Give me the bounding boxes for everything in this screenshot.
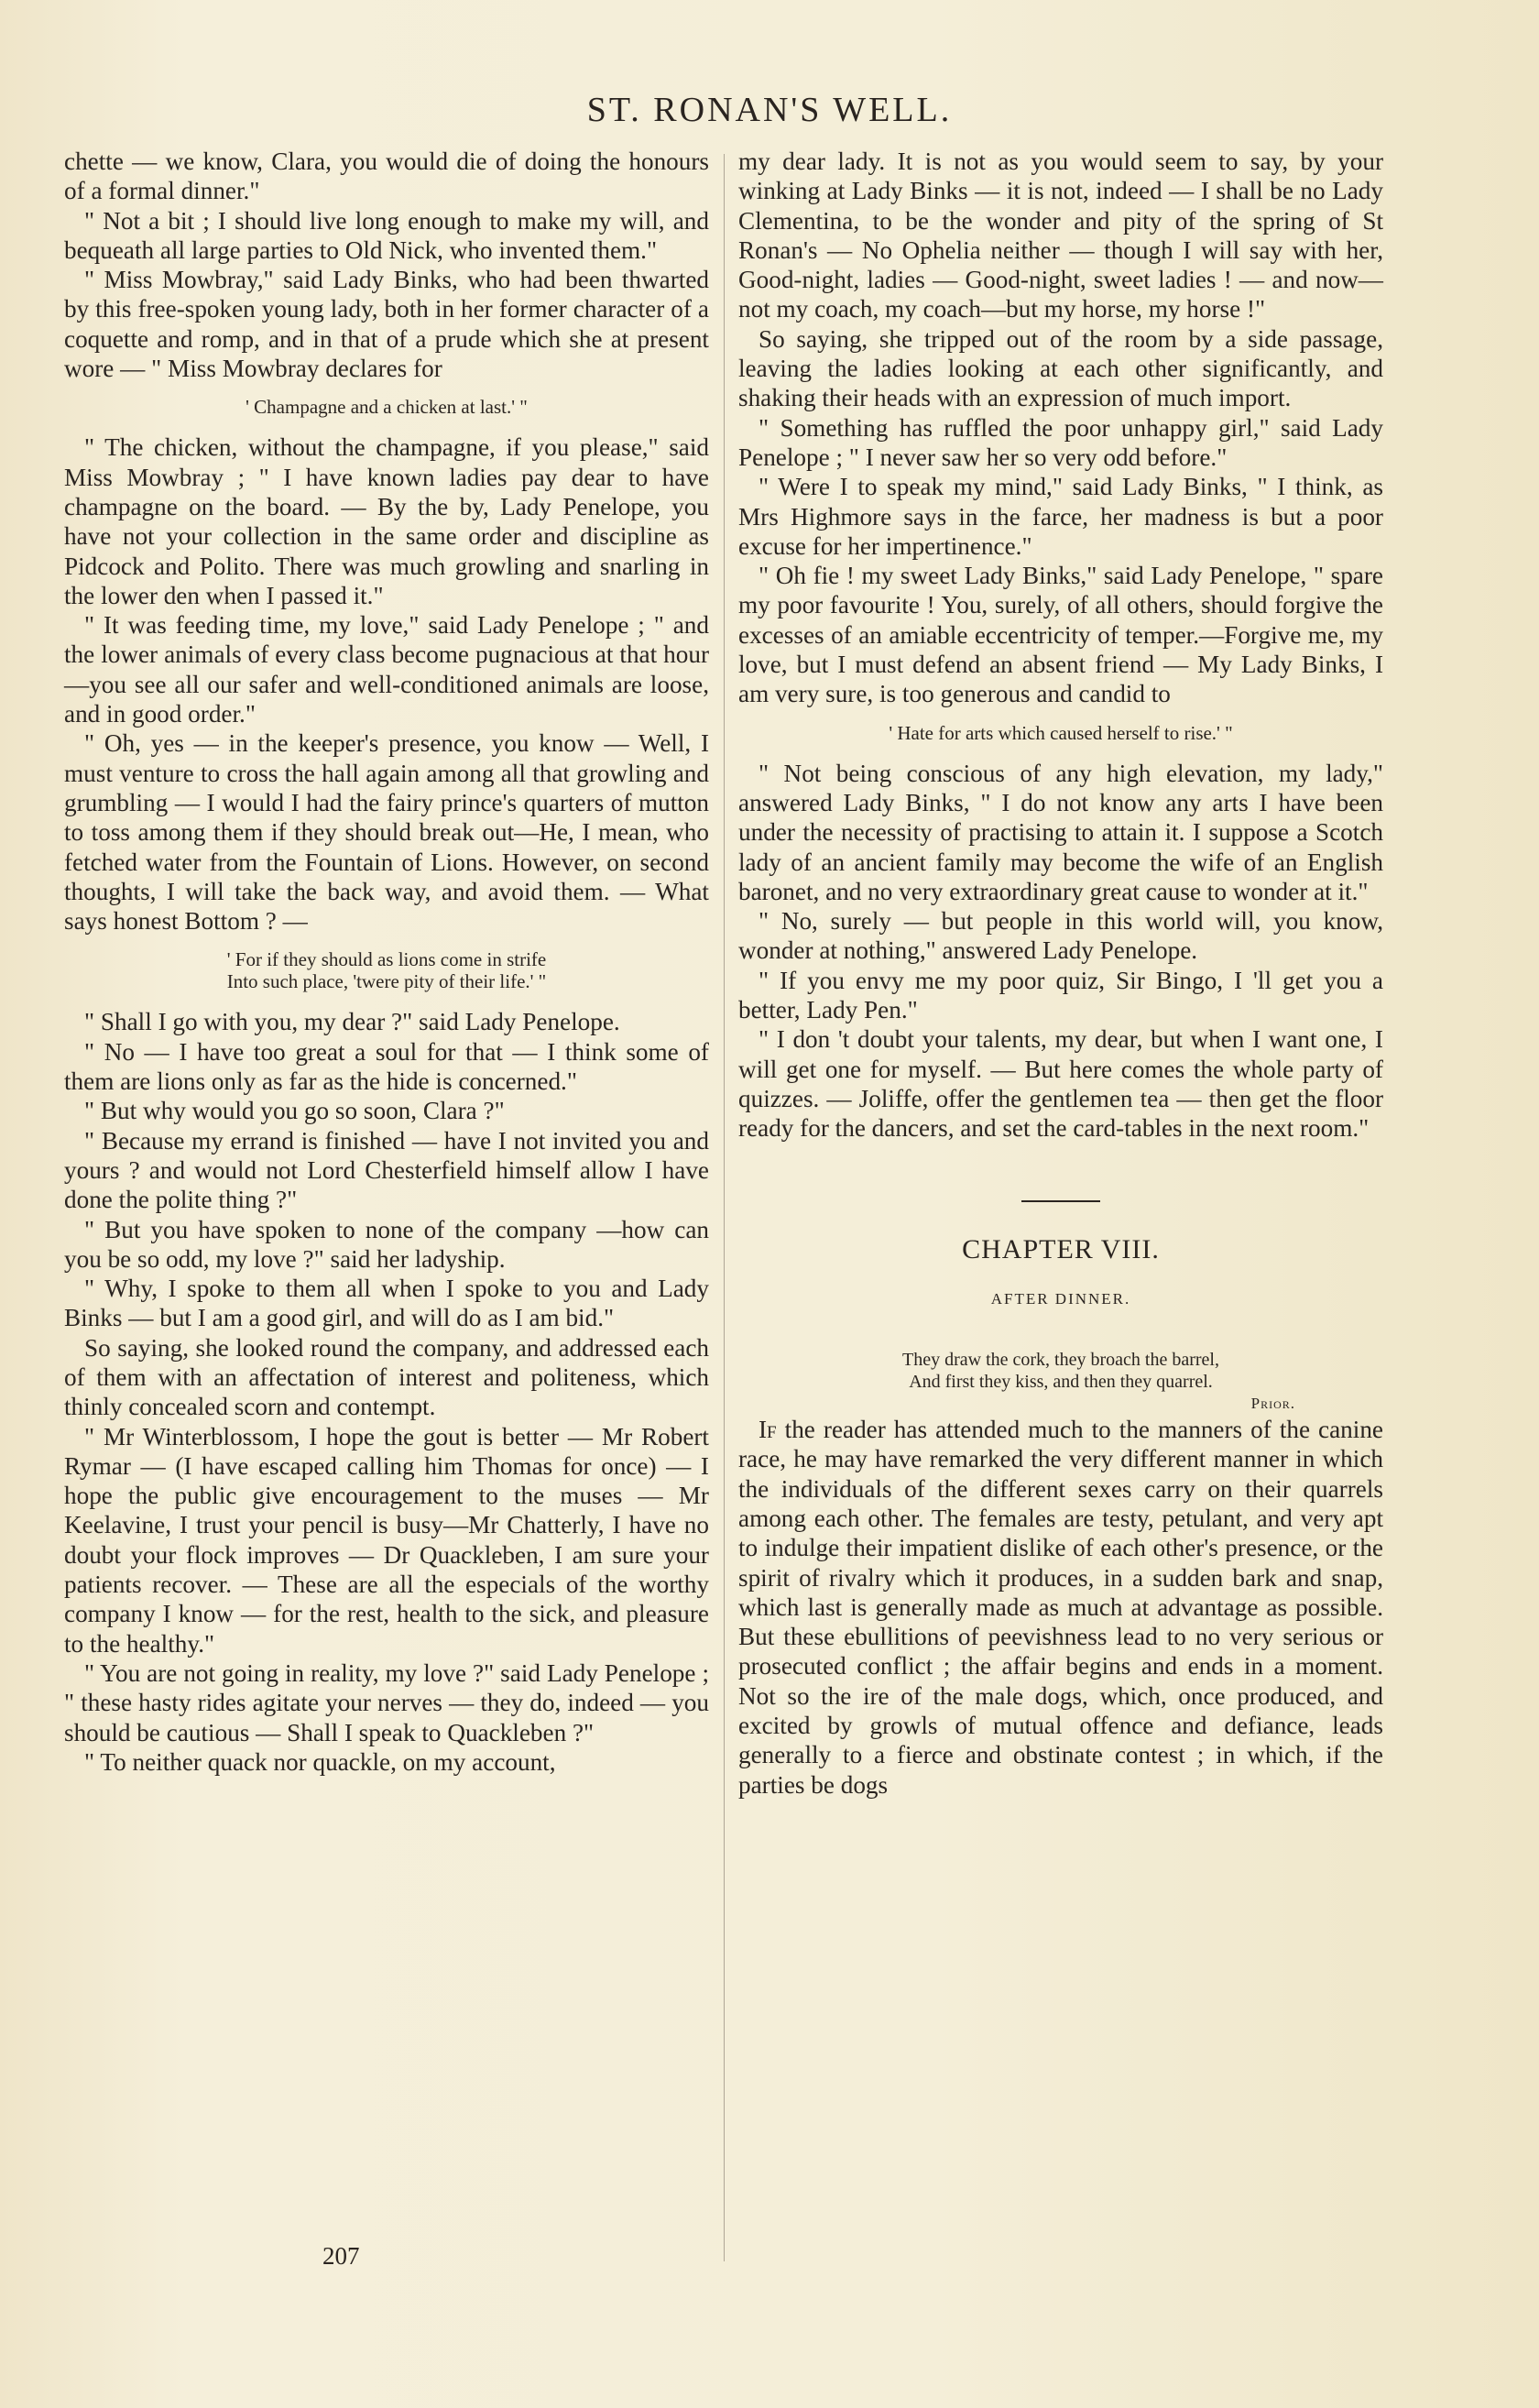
chapter-text: the reader has attended much to the manners of the canine race, he may have remarked the very different manner in which the individuals of the different sexes carry on their quarrels among each other. The females are testy, petulant, and very apt to indulge their impatient dislike of each other's presence, or the spirit of rivalry which it produces, in a sudden bark and snap, which last is generally made as much at advantage as possible. But these ebullitions of peevishness lead to no very serious or prosecuted conflict ; the affair begins and ends in a moment. Not so the ire of the male dogs, which, once produced, and excited by growls of mutual offence and defiance, leads generally to a fierce and obstinate contest ; in which, if the parties be dogs <box>738 1416 1383 1799</box>
paragraph: " It was feeding time, my love," said Lady Penelope ; " and the lower animals of every class become pugnacious at that hour—you see all our safer and well-conditioned animals are loose, and in good order." <box>64 611 709 728</box>
epigraph-line: They draw the cork, they broach the barrel, <box>902 1350 1219 1371</box>
chapter-heading <box>738 1200 1383 1416</box>
paragraph: " You are not going in reality, my love ?" said Lady Penelope ; " these hasty rides agitate your nerves — they do, indeed — you should be cautious — Shall I speak to Quackleben ?" <box>64 1658 709 1746</box>
verse-quote <box>64 948 709 992</box>
verse-line: ' Champagne and a chicken at last.' " <box>246 396 528 419</box>
paragraph: " Shall I go with you, my dear ?" said Lady Penelope. <box>84 1008 620 1036</box>
paragraph: So saying, she looked round the company, and addressed each of them with an affectation of interest and politeness, which thinly concealed scorn and contempt. <box>64 1333 709 1421</box>
chapter-rule <box>1021 1200 1100 1202</box>
paragraph: " Oh fie ! my sweet Lady Binks," said Lady Penelope, " spare my poor favourite ! You, surely, of all others, should forgive the excesses of an amiable eccentricity of temper.—Forgive me, my love, but I must defend an absent friend — My Lady Binks, I am very sure, is too generous and candid to <box>738 562 1383 708</box>
epigraph-line: And first they kiss, and then they quarrel. <box>909 1372 1213 1393</box>
chapter-paragraph <box>738 1415 1383 1800</box>
left-column <box>64 147 709 1777</box>
running-header: ST. RONAN'S WELL. <box>586 91 953 129</box>
paragraph: " If you envy me my poor quiz, Sir Bingo, I 'll get you a better, Lady Pen." <box>738 966 1383 1024</box>
paragraph: " No — I have too great a soul for that — I think some of them are lions only as far as the hide is concerned." <box>64 1037 709 1096</box>
paragraph: " Why, I spoke to them all when I spoke to you and Lady Binks — but I am a good girl, and will do as I am bid." <box>64 1275 709 1332</box>
paragraph: " No, surely — but people in this world will, you know, wonder at nothing," answered Lady Penelope. <box>738 907 1383 965</box>
paragraph: " Miss Mowbray," said Lady Binks, who had been thwarted by this free-spoken young lady, both in her former character of a coquette and romp, and in that of a prude which she at present wore — " Miss Mowbray declares for <box>64 266 709 383</box>
paragraph: " Something has ruffled the poor unhappy girl," said Lady Penelope ; " I never saw her so very odd before." <box>738 413 1383 471</box>
epigraph <box>738 1349 1383 1415</box>
paragraph: " Were I to speak my mind," said Lady Binks, " I think, as Mrs Highmore says in the farce, her madness is but a poor excuse for her impertinence." <box>738 473 1383 560</box>
paragraph: " But you have spoken to none of the company —how can you be so odd, my love ?" said her ladyship. <box>64 1215 709 1273</box>
verse-quote <box>64 396 709 418</box>
paragraph: " To neither quack nor quackle, on my account, <box>84 1747 556 1776</box>
paragraph: my dear lady. It is not as you would seem to say, by your winking at Lady Binks — it is not, indeed — I shall be no Lady Clementina, to be the wonder and pity of the spring of St Ronan's — No Ophelia neither — though I will say with her, Good-night, ladies — Good-night, sweet ladies ! — and now—not my coach, my coach—but my horse, my horse !" <box>738 148 1383 323</box>
column-divider <box>724 154 725 2261</box>
epigraph-author: Prior. <box>1250 1395 1295 1413</box>
paragraph: " Not a bit ; I should live long enough to make my will, and bequeath all large parties to Old Nick, who invented them." <box>64 206 709 264</box>
right-column <box>738 147 1383 1800</box>
paragraph: So saying, she tripped out of the room by a side passage, leaving the ladies looking at each other significantly, and shaking their heads with an expression of much import. <box>738 324 1383 412</box>
paragraph: " Oh, yes — in the keeper's presence, you know — Well, I must venture to cross the hall again among all that growling and grumbling — I would I had the fairy prince's quarters of mutton to toss among them if they should break out—He, I mean, who fetched water from the Fountain of Lions. However, on second thoughts, I will take the back way, and avoid them. — What says honest Bottom ? — <box>64 729 709 936</box>
verse-quote <box>738 722 1383 744</box>
paragraph: " I don 't doubt your talents, my dear, but when I want one, I will get one for myself. — But here comes the whole party of quizzes. — Joliffe, offer the gentlemen tea — then get the floor ready for the dancers, and set the card-tables in the next room." <box>738 1025 1383 1143</box>
paragraph: chette — we know, Clara, you would die of doing the honours of a formal dinner." <box>64 148 709 205</box>
chapter-title: CHAPTER VIII. <box>962 1233 1160 1264</box>
initial-word: If <box>759 1416 777 1444</box>
paragraph: " Because my errand is finished — have I not invited you and yours ? and would not Lord Chesterfield himself allow I have done the polite thing ?" <box>64 1126 709 1214</box>
verse-line: ' Hate for arts which caused herself to rise.' " <box>889 721 1233 744</box>
paragraph: " But why would you go so soon, Clara ?" <box>84 1097 505 1125</box>
paragraph: " Not being conscious of any high elevation, my lady," answered Lady Binks, " I do not know any arts I have been under the necessity of practising to attain it. I suppose a Scotch lady of an ancient family may become the wife of an English baronet, and no very extraordinary great cause to wonder at it." <box>738 759 1383 905</box>
paragraph: " The chicken, without the champagne, if you please," said Miss Mowbray ; " I have known ladies pay dear to have champagne on the board. — By the by, Lady Penelope, you have not your collection in the same order and discipline as Pidcock and Polito. There was much growling and snarling in the lower den when I passed it." <box>64 433 709 609</box>
verse-line: Into such place, 'twere pity of their life.' " <box>226 970 547 993</box>
chapter-subtitle: AFTER DINNER. <box>990 1289 1131 1308</box>
page-number: 207 <box>322 2242 360 2270</box>
paragraph: " Mr Winterblossom, I hope the gout is better — Mr Robert Rymar — (I have escaped calling him Thomas for once) — I hope the public give encouragement to the muses — Mr Keelavine, I trust your pencil is busy—Mr Chatterly, I have no doubt your flock improves — Dr Quackleben, I am sure your patients recover. — These are all the especials of the worthy company I know — for the rest, health to the sick, and pleasure to the healthy." <box>64 1422 709 1658</box>
verse-line: ' For if they should as lions come in strife <box>226 948 547 971</box>
